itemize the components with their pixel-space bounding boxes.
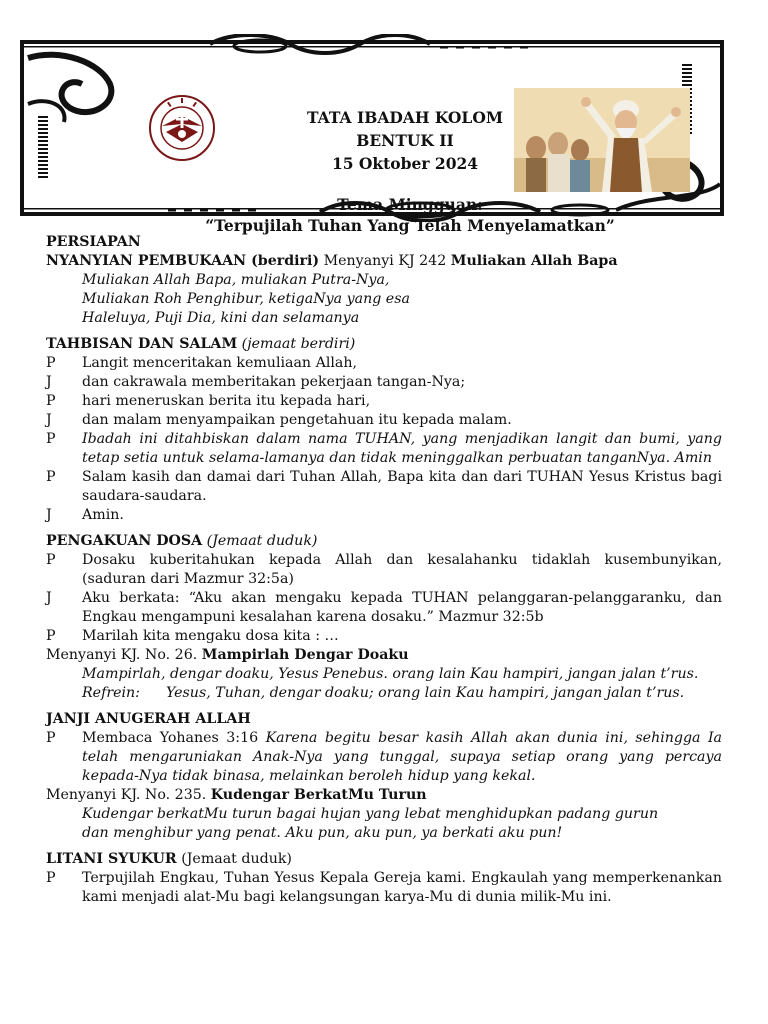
liturgy-row: P Salam kasih dan damai dari Tuhan Allah, Bapa kita dan dari TUHAN Yesus Kristus bagi saudara-saudara. bbox=[46, 469, 722, 504]
liturgy-row: J Amin. bbox=[46, 507, 124, 523]
liturgy-row: J dan cakrawala memberitakan pekerjaan tangan-Nya; bbox=[46, 374, 466, 390]
section-litani: LITANI SYUKUR (Jemaat duduk) bbox=[46, 851, 292, 867]
section-pengakuan: PENGAKUAN DOSA (Jemaat duduk) bbox=[46, 533, 318, 549]
liturgy-row: P Ibadah ini ditahbiskan dalam nama TUHAN, yang menjadikan langit dan bumi, yang tetap setia untuk selama-lamanya dan tidak meninggalkan perbuatan tanganNya. Amin bbox=[46, 431, 722, 466]
refrain: Refrein: Yesus, Tuhan, dengar doaku; orang lain Kau hampiri, jangan jalan t’rus. bbox=[82, 685, 685, 701]
liturgy-row: P Langit menceritakan kemuliaan Allah, bbox=[46, 355, 358, 371]
service-date: 15 Oktober 2024 bbox=[331, 154, 479, 173]
liturgy-row: P Membaca Yohanes 3:16 Karena begitu besar kasih Allah akan dunia ini, sehingga Ia telah mengaruniakan Anak-Nya yang tunggal, supaya setiap orang yang percaya kepada-Nya tidak binasa, melainkan beroleh hidup yang kekal. bbox=[46, 730, 723, 784]
page-subtitle: BENTUK II bbox=[356, 131, 454, 150]
liturgy-row: P Dosaku kuberitahukan kepada Allah dan kesalahanku tidaklah kusembunyikan, (saduran dari Mazmur 32:5a) bbox=[46, 552, 722, 587]
church-logo-icon bbox=[148, 94, 216, 162]
theme-block bbox=[170, 194, 650, 236]
liturgy-row: P Terpujilah Engkau, Tuhan Yesus Kepala Gereja kami. Engkaulah yang memperkenankan kami menjadi alat-Mu bagi kelangsungan karya-Mu di dunia milik-Mu ini. bbox=[46, 870, 722, 905]
liturgy-row: P Marilah kita mengaku dosa kita : … bbox=[46, 628, 339, 644]
section-nyanyian-pembukaan: NYANYIAN PEMBUKAAN (berdiri) Menyanyi KJ 242 Muliakan Allah Bapa bbox=[46, 253, 618, 269]
header-frame bbox=[20, 34, 724, 235]
theme-text: “Terpujilah Tuhan Yang Telah Menyelamatkan” bbox=[205, 216, 615, 235]
liturgy-row: J dan malam menyampaikan pengetahuan itu kepada malam. bbox=[46, 412, 512, 428]
song-lyrics: Muliakan Allah Bapa, muliakan Putra-Nya, Muliakan Roh Penghibur, ketigaNya yang esa Haleluya, Puji Dia, kini dan selamanya bbox=[82, 272, 410, 326]
song-line: Menyanyi KJ. No. 235. Kudengar BerkatMu Turun bbox=[46, 787, 427, 803]
section-janji: JANJI ANUGERAH ALLAH bbox=[46, 711, 251, 727]
prophet-illustration bbox=[514, 88, 690, 192]
page-title: TATA IBADAH KOLOM bbox=[307, 108, 503, 127]
song-lyrics: Mampirlah, dengar doaku, Yesus Penebus. orang lain Kau hampiri, jangan jalan t’rus. bbox=[82, 666, 699, 682]
header-title-block bbox=[290, 106, 520, 175]
liturgy-row: J Aku berkata: “Aku akan mengaku kepada TUHAN pelanggaran-pelanggaranku, dan Engkau mengampuni kesalahan karena dosaku.” Mazmur 32:5b bbox=[46, 590, 722, 625]
song-line: Menyanyi KJ. No. 26. Mampirlah Dengar Doaku bbox=[46, 647, 409, 663]
section-tahbisan: TAHBISAN DAN SALAM (jemaat berdiri) bbox=[46, 336, 356, 352]
song-lyrics: Kudengar berkatMu turun bagai hujan yang lebat menghidupkan padang gurun dan menghibur yang penat. Aku pun, aku pun, ya berkati aku pun! bbox=[82, 806, 659, 841]
liturgy-row: P hari meneruskan berita itu kepada hari, bbox=[46, 393, 371, 409]
theme-label: Tema Mingguan: bbox=[337, 195, 483, 214]
section-persiapan: PERSIAPAN bbox=[46, 234, 141, 250]
liturgy-content bbox=[46, 233, 722, 907]
